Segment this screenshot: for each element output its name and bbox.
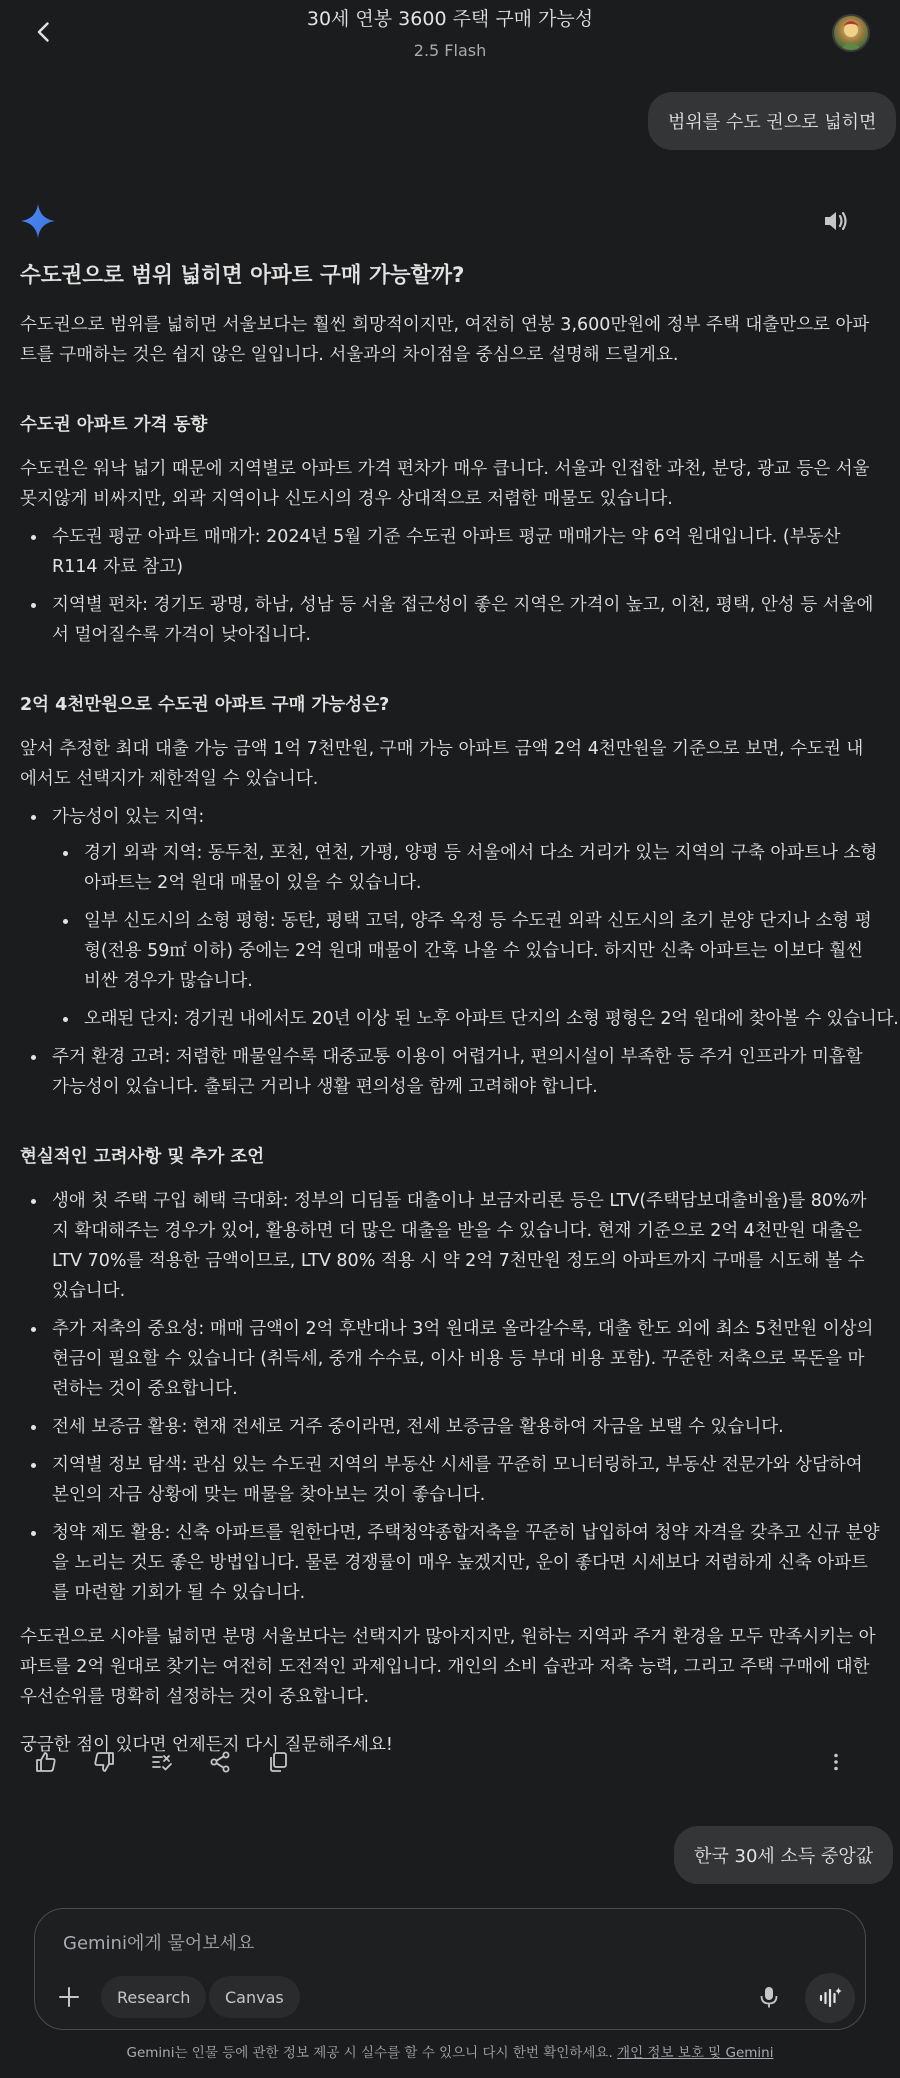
read-aloud-button[interactable] bbox=[822, 208, 852, 236]
prompt-input[interactable]: Gemini에게 물어보세요 bbox=[63, 1933, 255, 1954]
assistant-response bbox=[20, 258, 899, 1760]
response-heading: 수도권으로 범위 넓히면 아파트 구매 가능할까? bbox=[20, 263, 465, 288]
microphone-button[interactable] bbox=[751, 1979, 787, 2015]
prompt-box bbox=[34, 1908, 866, 2030]
response-actions bbox=[28, 1744, 868, 1780]
response-closing: 수도권으로 시야를 넓히면 분명 서울보다는 선택지가 많아지지만, 원하는 지역과 주거 환경을 모두 만족시키는 아파트를 2억 원대로 찾기는 여전히 도전적인 과제입니다. 개인의 소비 습관과 저축 능력, 그리고 주택 구매에 대한 우선순위를 명확히 설정하는 것이 중요합니다. bbox=[20, 1627, 876, 1707]
list-item-label: 가능성이 있는 지역: bbox=[52, 807, 205, 827]
section-text: 앞서 추정한 최대 대출 가능 금액 1억 7천만원, 구매 가능 아파트 금액 2억 4천만원을 기준으로 보면, 수도권 내에서도 선택지가 제한적일 수 있습니다. bbox=[20, 739, 864, 789]
thumb-up-icon bbox=[34, 1750, 58, 1774]
model-name[interactable]: 2.5 Flash bbox=[413, 41, 487, 60]
good-response-button[interactable] bbox=[28, 1744, 64, 1780]
share-icon bbox=[208, 1750, 232, 1774]
response-intro: 수도권으로 범위를 넓히면 서울보다는 훨씬 희망적이지만, 여전히 연봉 3,600만원에 정부 주택 대출만으로 아파트를 구매하는 것은 쉽지 않은 일입니다. 서울과의 차이점을 중심으로 설명해 드릴게요. bbox=[20, 315, 870, 365]
avatar-image-icon bbox=[834, 16, 868, 50]
avatar[interactable] bbox=[832, 14, 870, 52]
live-button[interactable] bbox=[805, 1973, 855, 2023]
copy-icon bbox=[266, 1750, 290, 1774]
user-message: 한국 30세 소득 중앙값 bbox=[674, 1826, 893, 1884]
list-item: 일부 신도시의 소형 평형: 동탄, 평택 고덕, 양주 옥정 등 수도권 외곽 신도시의 초기 분양 단지나 소형 평형(전용 59㎡ 이하) 중에는 2억 원대 매물이 간혹 나올 수 있습니다. 하지만 신축 아파트는 이보다 훨씬 비싼 경우가 많습니다. bbox=[52, 906, 880, 996]
bad-response-button[interactable] bbox=[86, 1744, 122, 1780]
chat-title[interactable]: 30세 연봉 3600 주택 구매 가능성 bbox=[306, 8, 594, 30]
list-item: 추가 저축의 중요성: 매매 금액이 2억 후반대나 3억 원대로 올라갈수록, 대출 한도 외에 최소 5천만원 이상의 현금이 필요할 수 있습니다 (취득세, 중개 수수료, 이사 비용 등 부대 비용 포함). 꾸준한 저축으로 목돈을 마련하는 것이 중요합니다. bbox=[20, 1314, 880, 1404]
canvas-chip[interactable]: Canvas bbox=[209, 1976, 300, 2018]
bullet-list bbox=[20, 522, 880, 650]
bullet-list bbox=[20, 1186, 880, 1608]
more-options-button[interactable] bbox=[818, 1744, 854, 1780]
list-item: 지역별 편차: 경기도 광명, 하남, 성남 등 서울 접근성이 좋은 지역은 가격이 높고, 이천, 평택, 안성 등 서울에서 멀어질수록 가격이 낮아집니다. bbox=[20, 590, 880, 650]
top-bar bbox=[0, 0, 900, 70]
section-title: 현실적인 고려사항 및 추가 조언 bbox=[20, 1147, 265, 1167]
list-item: 오래된 단지: 경기권 내에서도 20년 이상 된 노후 아파트 단지의 소형 평형은 2억 원대에 찾아볼 수 있습니다. bbox=[52, 1004, 880, 1034]
bullet-list bbox=[20, 802, 899, 1102]
list-item: 전세 보증금 활용: 현재 전세로 거주 중이라면, 전세 보증금을 활용하여 자금을 보탤 수 있습니다. bbox=[20, 1412, 880, 1442]
response-sign-off: 궁금한 점이 있다면 언제든지 다시 질문해주세요! bbox=[20, 1735, 393, 1755]
more-vert-icon bbox=[824, 1750, 848, 1774]
plus-icon bbox=[57, 1985, 81, 2009]
section-price-trend bbox=[20, 410, 880, 650]
disclaimer bbox=[0, 2041, 900, 2061]
share-button[interactable] bbox=[202, 1744, 238, 1780]
research-chip[interactable]: Research bbox=[101, 1976, 206, 2018]
list-item: 경기 외곽 지역: 동두천, 포천, 연천, 가평, 양평 등 서울에서 다소 거리가 있는 지역의 구축 아파트나 소형 아파트는 2억 원대 매물이 있을 수 있습니다. bbox=[52, 838, 880, 898]
section-text: 수도권은 워낙 넓기 때문에 지역별로 아파트 가격 편차가 매우 큽니다. 서울과 인접한 과천, 분당, 광교 등은 서울 못지않게 비싸지만, 외곽 지역이나 신도시의 경우 상대적으로 저렴한 매물도 있습니다. bbox=[20, 459, 870, 509]
list-item bbox=[20, 802, 899, 1034]
section-title: 2억 4천만원으로 수도권 아파트 구매 가능성은? bbox=[20, 695, 390, 715]
sub-bullet-list bbox=[52, 838, 899, 1034]
double-check-icon bbox=[150, 1750, 174, 1774]
privacy-link[interactable]: 개인 정보 보호 및 Gemini bbox=[617, 2045, 774, 2061]
copy-button[interactable] bbox=[260, 1744, 296, 1780]
disclaimer-text: Gemini는 인물 등에 관한 정보 제공 시 실수를 할 수 있으니 다시 한번 확인하세요. bbox=[126, 2045, 618, 2061]
section-advice bbox=[20, 1142, 880, 1608]
section-purchase-possibility bbox=[20, 690, 899, 1102]
list-item: 생애 첫 주택 구입 혜택 극대화: 정부의 디딤돌 대출이나 보금자리론 등은 LTV(주택담보대출비율)를 80%까지 확대해주는 경우가 있어, 활용하면 더 많은 대출을 받을 수 있습니다. 현재 기준으로 2억 4천만원 대출은 LTV 70%를 적용한 금액이므로, LTV 80% 적용 시 약 2억 7천만원 정도의 아파트까지 구매를 시도해 볼 수 있습니다. bbox=[20, 1186, 880, 1306]
add-attachment-button[interactable] bbox=[51, 1979, 87, 2015]
speaker-icon bbox=[822, 208, 850, 234]
list-item: 청약 제도 활용: 신축 아파트를 원한다면, 주택청약종합저축을 꾸준히 납입하여 청약 자격을 갖추고 신규 분양을 노리는 것도 좋은 방법입니다. 물론 경쟁률이 매우 높겠지만, 운이 좋다면 시세보다 저렴하게 신축 아파트를 마련할 기회가 될 수 있습니다. bbox=[20, 1518, 880, 1608]
list-item: 지역별 정보 탐색: 관심 있는 수도권 지역의 부동산 시세를 꾸준히 모니터링하고, 부동산 전문가와 상담하여 본인의 자금 상황에 맞는 매물을 찾아보는 것이 좋습니다. bbox=[20, 1450, 880, 1510]
list-item: 수도권 평균 아파트 매매가: 2024년 5월 기준 수도권 아파트 평균 매매가는 약 6억 원대입니다. (부동산R114 자료 참고) bbox=[20, 522, 880, 582]
thumb-down-icon bbox=[92, 1750, 116, 1774]
double-check-button[interactable] bbox=[144, 1744, 180, 1780]
section-title: 수도권 아파트 가격 동향 bbox=[20, 415, 208, 435]
list-item: 주거 환경 고려: 저렴한 매물일수록 대중교통 이용이 어렵거나, 편의시설이 부족한 등 주거 인프라가 미흡할 가능성이 있습니다. 출퇴근 거리나 생활 편의성을 함께 고려해야 합니다. bbox=[20, 1042, 880, 1102]
gemini-spark-icon bbox=[20, 203, 56, 239]
user-message: 범위를 수도 권으로 넓히면 bbox=[648, 92, 896, 150]
live-icon bbox=[817, 1985, 843, 2011]
mic-icon bbox=[758, 1985, 780, 2009]
